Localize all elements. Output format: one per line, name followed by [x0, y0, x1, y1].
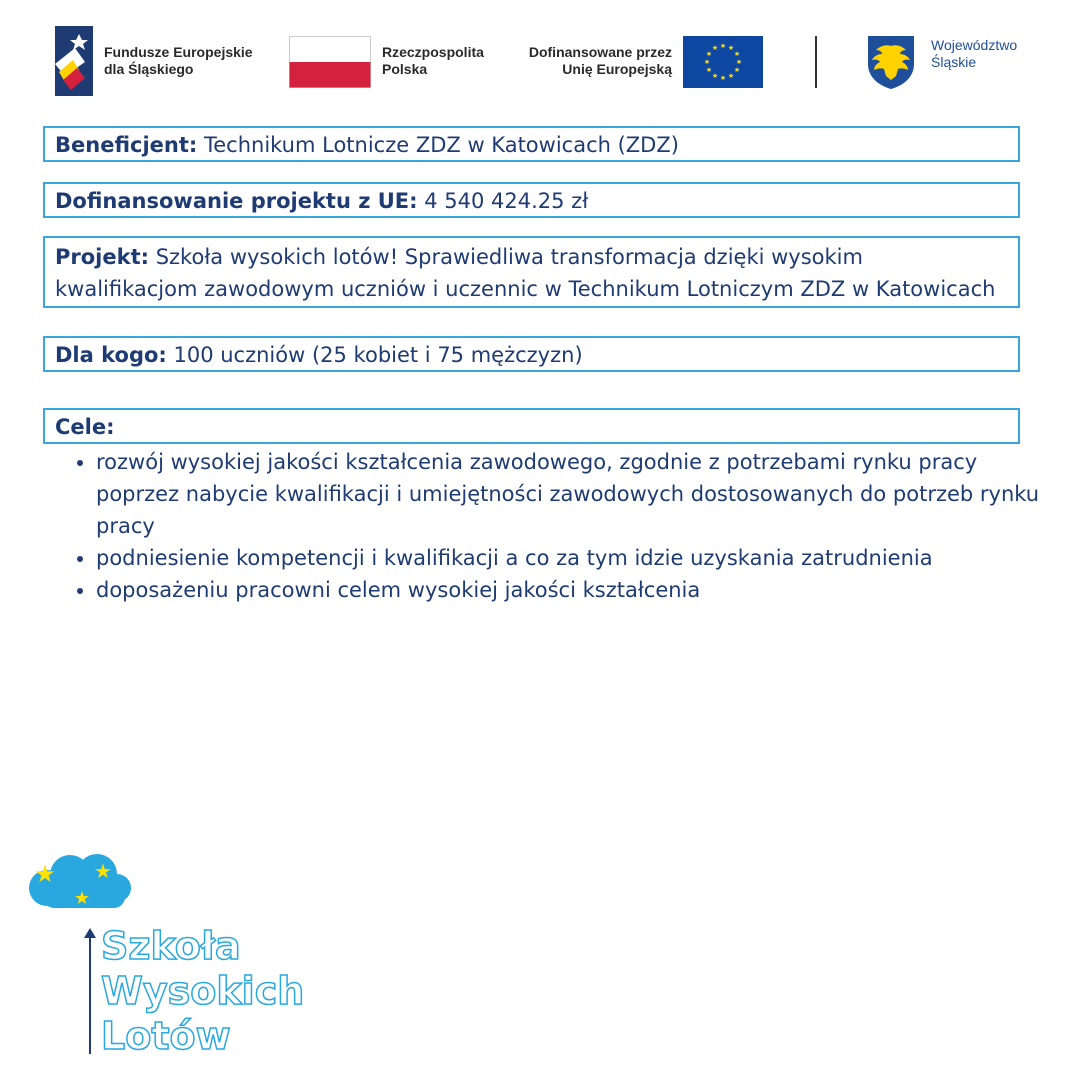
dla-kogo-box	[43, 336, 1020, 372]
goal-item: • rozwój wysokiej jakości kształcenia zawodowego, zgodnie z potrzebami rynku pracy poprzez nabycie kwalifikacji i umiejętności zawodowych dostosowanych do potrzeb rynku pracy	[96, 446, 1046, 542]
svg-text:★: ★	[705, 50, 713, 58]
svg-text:★: ★	[94, 859, 112, 883]
dla-kogo-label: Dla kogo:	[55, 343, 167, 367]
svg-text:★: ★	[719, 42, 727, 50]
svg-text:★: ★	[733, 66, 741, 74]
dofinansowanie-box	[43, 182, 1020, 218]
svg-text:★: ★	[733, 50, 741, 58]
projekt-box	[43, 236, 1020, 308]
fe-line1: Fundusze Europejskie	[104, 44, 253, 60]
svg-text:★: ★	[711, 72, 719, 80]
logo-text-block	[101, 924, 304, 1059]
projekt-value: Szkoła wysokich lotów! Sprawiedliwa transformacja dzięki wysokim kwalifikacjom zawodowym uczniów i uczennic w Technikum Lotniczym ZDZ w Katowicach	[55, 245, 996, 301]
svg-text:★: ★	[703, 58, 711, 66]
beneficjent-box	[43, 126, 1020, 162]
fundusze-europejskie-logo	[55, 26, 93, 96]
svg-text:★: ★	[719, 74, 727, 82]
svg-text:★: ★	[73, 888, 91, 909]
projekt-label: Projekt:	[55, 245, 150, 269]
rp-line2: Polska	[382, 61, 428, 77]
rp-line1: Rzeczpospolita	[382, 44, 484, 60]
cloud-stars-icon	[25, 850, 135, 915]
logo-header	[0, 0, 1080, 110]
goals-list	[70, 446, 1046, 606]
dofinansowanie-value: 4 540 424.25 zł	[417, 189, 589, 213]
cele-box	[43, 408, 1020, 444]
goal-item: • podniesienie kompetencji i kwalifikacji a co za tym idzie uzyskania zatrudnienia	[96, 542, 1046, 574]
up-arrow-icon	[83, 928, 97, 1056]
ue-line1: Dofinansowane przez	[528, 44, 672, 60]
goal-item: • doposażeniu pracowni celem wysokiej jakości kształcenia	[96, 574, 1046, 606]
fe-line2: dla Śląskiego	[104, 61, 194, 77]
svg-text:★: ★	[727, 72, 735, 80]
ue-line2: Unię Europejską	[562, 61, 672, 77]
poland-flag-icon	[289, 36, 371, 88]
beneficjent-value: Technikum Lotnicze ZDZ w Katowicach (ZDZ)	[197, 133, 679, 157]
header-divider	[815, 36, 817, 88]
slaskie-eagle-crest-icon	[866, 34, 916, 90]
svg-text:★: ★	[705, 66, 713, 74]
logo-line-lotow: Lotów	[101, 1014, 231, 1058]
logo-line-szkola: Szkoła	[101, 924, 241, 968]
svg-text:★: ★	[735, 58, 743, 66]
svg-text:★: ★	[34, 860, 56, 888]
dofinansowanie-label: Dofinansowanie projektu z UE:	[55, 189, 418, 213]
ws-line1: Województwo	[931, 37, 1018, 53]
dla-kogo-value: 100 uczniów (25 kobiet i 75 mężczyzn)	[166, 343, 583, 367]
cele-label: Cele:	[55, 415, 115, 439]
svg-text:★: ★	[727, 44, 735, 52]
ws-line2: Śląskie	[931, 54, 977, 70]
logo-line-wysokich: Wysokich	[101, 969, 305, 1013]
szkola-wysokich-lotow-logo	[25, 850, 325, 1060]
svg-text:★: ★	[711, 44, 719, 52]
beneficjent-label: Beneficjent:	[55, 133, 198, 157]
eu-flag-icon	[683, 36, 763, 88]
